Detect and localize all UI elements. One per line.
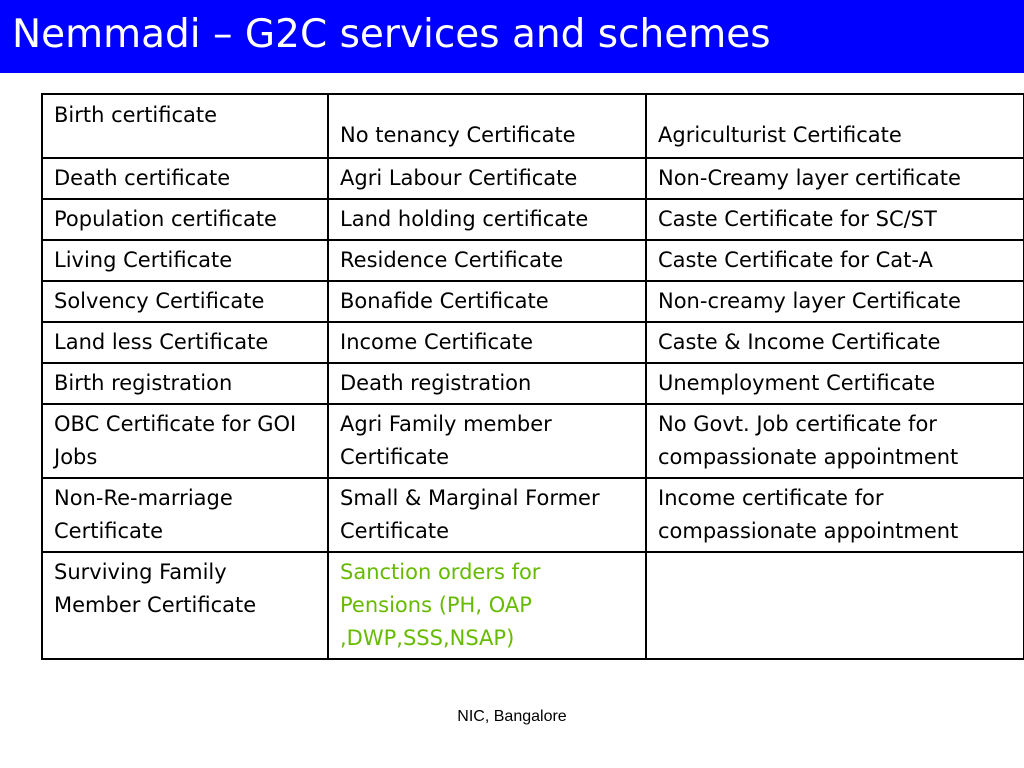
table-cell: Small & Marginal Former Certificate	[328, 478, 646, 552]
table-cell: Birth registration	[42, 363, 328, 404]
table-cell-highlight: Sanction orders for Pensions (PH, OAP ,DWP,SSS,NSAP)	[328, 552, 646, 659]
table-cell: Income certificate for compassionate appointment	[646, 478, 1024, 552]
table-row	[42, 363, 1024, 404]
table-cell: Death registration	[328, 363, 646, 404]
table-cell: Non-creamy layer Certificate	[646, 281, 1024, 322]
table-cell: Solvency Certificate	[42, 281, 328, 322]
table-cell: Caste Certificate for Cat-A	[646, 240, 1024, 281]
table-cell: Non-Re-marriage Certificate	[42, 478, 328, 552]
title-bar	[0, 0, 1024, 73]
table-cell: Land holding certificate	[328, 199, 646, 240]
table-cell: Living Certificate	[42, 240, 328, 281]
services-table	[41, 93, 1024, 660]
table-cell: Surviving Family Member Certificate	[42, 552, 328, 659]
table-row	[42, 94, 1024, 158]
table-row	[42, 478, 1024, 552]
table-cell: No tenancy Certificate	[328, 94, 646, 158]
table-cell: Agriculturist Certificate	[646, 94, 1024, 158]
table-cell: Birth certificate	[42, 94, 328, 158]
table-cell-empty	[646, 552, 1024, 659]
table-cell: Income Certificate	[328, 322, 646, 363]
table-row	[42, 158, 1024, 199]
table-cell: Death certificate	[42, 158, 328, 199]
table-cell: OBC Certificate for GOI Jobs	[42, 404, 328, 478]
table-cell: Agri Family member Certificate	[328, 404, 646, 478]
slide-footer: NIC, Bangalore	[457, 708, 567, 725]
table-cell: Residence Certificate	[328, 240, 646, 281]
table-row	[42, 404, 1024, 478]
table-cell: Caste Certificate for SC/ST	[646, 199, 1024, 240]
table-cell: Unemployment Certificate	[646, 363, 1024, 404]
table-row	[42, 199, 1024, 240]
table-cell: Non-Creamy layer certificate	[646, 158, 1024, 199]
services-table-container	[41, 93, 1024, 660]
table-cell: No Govt. Job certificate for compassionate appointment	[646, 404, 1024, 478]
table-cell: Bonafide Certificate	[328, 281, 646, 322]
table-row	[42, 552, 1024, 659]
table-cell: Land less Certificate	[42, 322, 328, 363]
table-row	[42, 240, 1024, 281]
table-cell: Caste & Income Certificate	[646, 322, 1024, 363]
table-cell: Population certificate	[42, 199, 328, 240]
table-row	[42, 281, 1024, 322]
slide-title: Nemmadi – G2C services and schemes	[12, 12, 771, 57]
table-row	[42, 322, 1024, 363]
table-cell: Agri Labour Certificate	[328, 158, 646, 199]
